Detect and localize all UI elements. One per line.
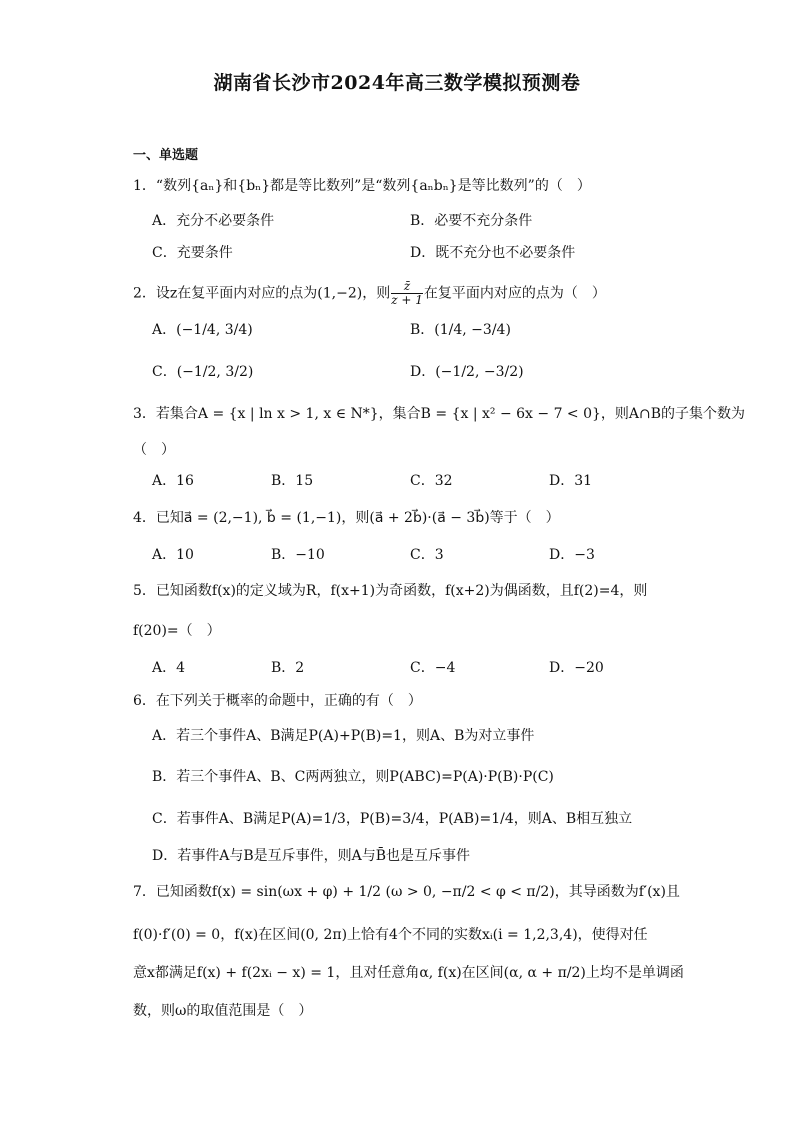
q1-option-a: A．充分不必要条件 [152,213,275,229]
q6-option-a: A．若三个事件A、B满足P(A)+P(B)=1，则A、B为对立事件 [152,728,535,744]
section-heading: 一、单选题 [133,148,199,163]
q4-option-a: A．10 [152,547,194,563]
q4-option-d: D．−3 [549,547,595,563]
q2-frac-den: z + 1 [391,293,423,307]
page-title: 湖南省长沙市2024年高三数学模拟预测卷 [213,72,581,94]
q1-option-c: C．充要条件 [152,245,233,261]
question-7-line-3: 意x都满足f(x) + f(2xᵢ − x) = 1，且对任意角α, f(x)在区间(α, α + π/2)上均不是单调函 [133,965,684,981]
q6-option-b: B．若三个事件A、B、C两两独立，则P(ABC)=P(A)·P(B)·P(C) [152,769,554,785]
q6-option-c: C．若事件A、B满足P(A)=1/3，P(B)=3/4，P(AB)=1/4，则A、B相互独立 [152,811,633,827]
q4-option-c: C．3 [410,547,444,563]
question-4: 4．已知a⃗ = (2,−1), b⃗ = (1,−1)，则(a⃗ + 2b⃗)·(a⃗ − 3b⃗)等于（ ） [133,510,560,526]
q2-option-c: C．(−1/2, 3/2) [152,364,254,380]
q2-option-a: A．(−1/4, 3/4) [152,322,253,338]
q1-option-d: D．既不充分也不必要条件 [410,245,576,261]
q3-option-b: B．15 [271,473,314,489]
question-7-line-1: 7．已知函数f(x) = sin(ωx + φ) + 1/2 (ω > 0, −π/2 < φ < π/2)，其导函数为f′(x)且 [133,884,680,900]
q6-option-d: D．若事件A与B是互斥事件，则A与B̄也是互斥事件 [152,848,471,864]
question-5-cont: f(20)=（ ） [133,623,221,639]
q1-option-b: B．必要不充分条件 [410,213,533,229]
question-3: 3．若集合A = {x | ln x > 1, x ∈ N*}，集合B = {x | x² − 6x − 7 < 0}，则A∩B的子集个数为 [133,406,746,422]
q2-frac-num: z̄ [391,280,423,294]
q5-option-d: D．−20 [549,660,604,676]
q4-option-b: B．−10 [271,547,325,563]
q5-option-a: A．4 [152,660,186,676]
q2-text-b: 在复平面内对应的点为（ ） [423,285,606,302]
q2-fraction [391,280,423,307]
question-7-line-2: f(0)·f′(0) = 0，f(x)在区间(0, 2π)上恰有4个不同的实数xᵢ(i = 1,2,3,4)，使得对任 [133,927,648,943]
q5-option-c: C．−4 [410,660,456,676]
question-6: 6．在下列关于概率的命题中，正确的有（ ） [133,693,422,709]
question-2 [133,280,606,307]
question-5: 5．已知函数f(x)的定义域为R，f(x+1)为奇函数，f(x+2)为偶函数，且f(2)=4，则 [133,583,648,599]
q3-option-d: D．31 [549,473,593,489]
q2-text-a: 2．设z在复平面内对应的点为(1,−2)，则 [133,285,391,302]
question-7-line-4: 数，则ω的取值范围是（ ） [133,1003,313,1019]
q2-option-d: D．(−1/2, −3/2) [410,364,524,380]
q3-option-c: C．32 [410,473,453,489]
q3-option-a: A．16 [152,473,194,489]
question-3-cont: （ ） [133,442,175,458]
question-1: 1．“数列{aₙ}和{bₙ}都是等比数列”是“数列{aₙbₙ}是等比数列”的（ ） [133,178,591,194]
q5-option-b: B．2 [271,660,305,676]
q2-option-b: B．(1/4, −3/4) [410,322,511,338]
